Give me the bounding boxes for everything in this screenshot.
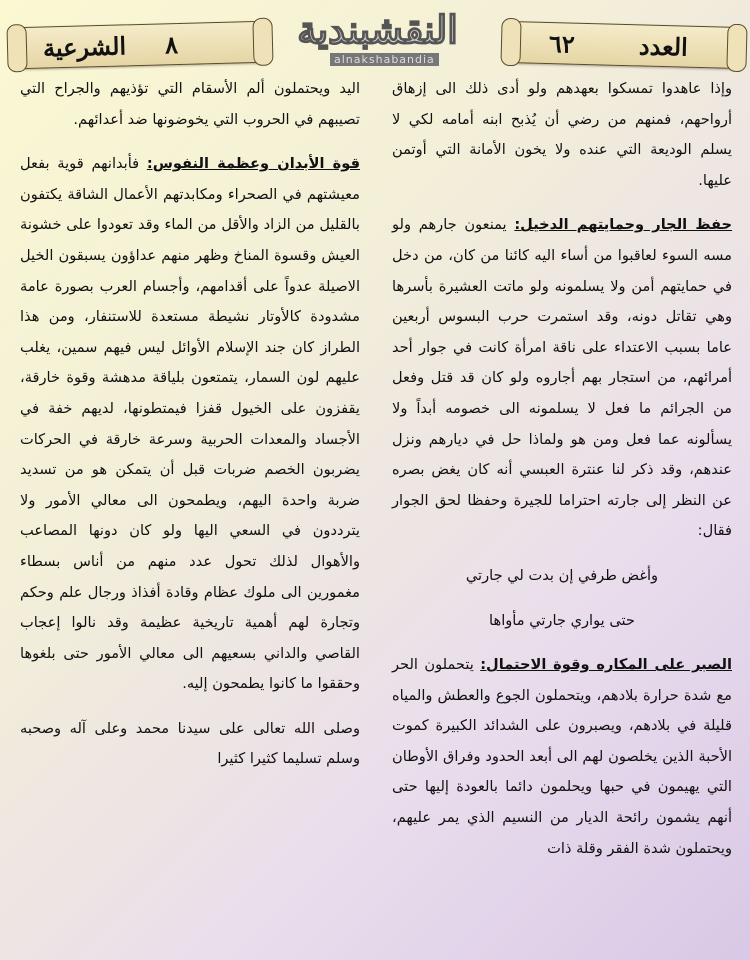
paragraph	[20, 149, 360, 700]
banner-curl	[500, 18, 521, 67]
subheading: حفظ الجار وحمايتهم الدخيل:	[514, 216, 732, 234]
paragraph	[392, 210, 732, 547]
magazine-logo	[270, 6, 485, 64]
paragraph-text: يمنعون جارهم ولو مسه السوء لعاقبوا من أساء اليه كائنا من كان، من دخل في حمايتهم أمن ولا يسلمونه ولو ماتت العشيرة بأسرها وهي تقاتل دونه، وقد استمرت حرب البسوس أربعين عاما بسبب الاعتداء على ناقة امرأة كانت في جوار أحد أمرائهم، من استجار بهم أجاروه ولو كان قد قتل وفعل من الجرائم ما فعل لا يسلمونه الى خصومه أبداً ولا يسألونه عما فعل ومن هو ولماذا حل في ديارهم ونزل عندهم، وقد ذكر لنا عنترة العبسي أنه كان يغض بصره عن النظر إلى جارته احتراما للجيرة وحفظا لحق الجوار فقال:	[392, 216, 732, 540]
paragraph-text: يتحملون الحر مع شدة حرارة بلادهم، ويتحملون الجوع والعطش والمياه قليلة في بلادهم، ويصبرون على الشدائد الكبيرة كموت الأحبة الذين يخلصون لهم الى أبعد الحدود وفراق الأوطان التي يهيمون في حبها ويحلمون دائما بالعودة إليها حتى أنهم يشمون رائحة الديار من النسيم الذي يمر عليهم، ويحتملون شدة الفقر وقلة ذات	[392, 656, 732, 857]
subheading: الصبر على المكاره وقوة الاحتمال:	[480, 656, 732, 674]
page-number: ٨	[164, 30, 179, 60]
paragraph: اليد ويحتملون ألم الأسقام التي تؤذيهم والجراح التي تصيبهم في الحروب التي يخوضونها ضد أعدائهم.	[20, 80, 360, 128]
paragraph: وإذا عاهدوا تمسكوا بعهدهم ولو أدى ذلك الى إزهاق أرواحهم، فمنهم من رضي أن يُذبح ابنه أمامه لكي لا يسلم الوديعة التي عنده ولا يخون الأمانة التي أوتمن عليها.	[392, 80, 732, 189]
poem-verse: حتى يواري جارتي مأواها	[489, 611, 635, 629]
subheading: قوة الأبدان وعظمة النفوس:	[146, 155, 360, 173]
issue-label: العدد	[638, 31, 689, 62]
page-header	[0, 0, 750, 70]
paragraph-text: فأبدانهم قوية بفعل معيشتهم في الصحراء ومكابدتهم الأعمال الشاقة يكتفون بالقليل من الزاد والأقل من الماء وقد تعودوا على خشونة العيش وقسوة المناخ وظهر منهم عداؤون يسبقون الخيل الاصيلة عدواً على أقدامهم، وأجسام العرب بصورة عامة مشدودة كالأوتار نشيطة مستعدة للاستنفار، ومن هذا الطراز كان جند الإسلام الأوائل ليس فيهم سمين، يغلب عليهم لون السمار، يتمتعون بلياقة مدهشة وقوة خارقة، يقفزون على الخيول قفزا فيمتطونها، لديهم خفة في الأجساد والمعدات الحربية وسرعة خارقة في الحركات يضربون الخصم ضربات قبل أن يتمكن هو من تسديد ضربة واحدة اليهم، ويطمحون الى معالي الأمور ولا يترددون في السعي اليها ولو كان دونها المصاعب والأهوال لذلك تحول عدد منهم من أناس بسطاء مغمورين الى ملوك عظام وقادة أفذاذ ورجال علم وحكم وتجارة لهم أهمية تاريخية عظيمة وقد نالوا إعجاب القاصي والداني بسعيهم الى معالي الأمور حتى بلغوها وحققوا ما كانوا يطمحون إليه.	[20, 155, 360, 693]
issue-banner	[507, 21, 740, 69]
right-column	[392, 74, 732, 864]
closing-paragraph: وصلى الله تعالى على سيدنا محمد وعلى آله وصحبه وسلم تسليما كثيرا كثيرا	[20, 719, 360, 768]
issue-number: ٦٢	[548, 29, 576, 59]
poem-verse: وأغض طرفي إن بدت لي جارتي	[465, 566, 659, 584]
banner-curl	[6, 24, 27, 73]
section-banner	[13, 21, 266, 70]
paragraph	[392, 650, 732, 864]
logo-title: النقشبندية	[297, 7, 458, 52]
banner-curl	[726, 24, 747, 73]
section-title: الشرعية	[42, 31, 127, 63]
left-column	[20, 74, 360, 775]
logo-url: alnakshabandia	[330, 53, 439, 66]
